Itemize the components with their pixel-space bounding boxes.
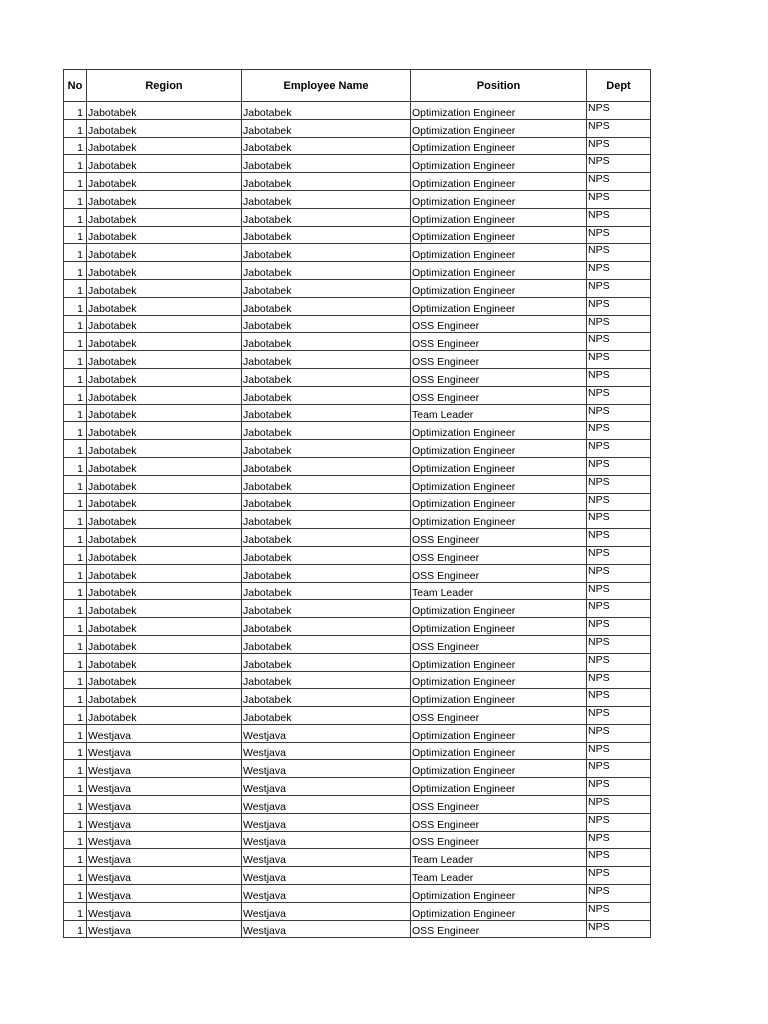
cell-region: Westjava	[87, 831, 242, 849]
cell-no: 1	[64, 529, 87, 547]
cell-dept: NPS	[587, 546, 651, 564]
cell-dept: NPS	[587, 333, 651, 351]
cell-region: Jabotabek	[87, 707, 242, 725]
cell-region: Jabotabek	[87, 422, 242, 440]
cell-region: Jabotabek	[87, 546, 242, 564]
table-row	[64, 724, 651, 742]
table-row	[64, 885, 651, 903]
cell-region: Jabotabek	[87, 155, 242, 173]
cell-dept: NPS	[587, 440, 651, 458]
cell-employee-name: Jabotabek	[242, 315, 411, 333]
cell-dept: NPS	[587, 689, 651, 707]
cell-no: 1	[64, 635, 87, 653]
cell-position: Optimization Engineer	[411, 671, 587, 689]
cell-dept: NPS	[587, 119, 651, 137]
cell-employee-name: Jabotabek	[242, 351, 411, 369]
table-row	[64, 457, 651, 475]
cell-employee-name: Jabotabek	[242, 653, 411, 671]
cell-no: 1	[64, 333, 87, 351]
cell-no: 1	[64, 457, 87, 475]
table-row	[64, 778, 651, 796]
cell-no: 1	[64, 422, 87, 440]
table-row	[64, 849, 651, 867]
cell-region: Westjava	[87, 724, 242, 742]
cell-position: Optimization Engineer	[411, 902, 587, 920]
cell-region: Jabotabek	[87, 653, 242, 671]
cell-dept: NPS	[587, 457, 651, 475]
table-row	[64, 493, 651, 511]
cell-position: OSS Engineer	[411, 386, 587, 404]
table-row	[64, 422, 651, 440]
cell-employee-name: Jabotabek	[242, 368, 411, 386]
cell-position: Optimization Engineer	[411, 279, 587, 297]
cell-employee-name: Jabotabek	[242, 475, 411, 493]
cell-position: Optimization Engineer	[411, 742, 587, 760]
cell-no: 1	[64, 902, 87, 920]
cell-position: Optimization Engineer	[411, 653, 587, 671]
cell-employee-name: Jabotabek	[242, 173, 411, 191]
cell-dept: NPS	[587, 600, 651, 618]
cell-no: 1	[64, 244, 87, 262]
cell-region: Westjava	[87, 902, 242, 920]
cell-no: 1	[64, 600, 87, 618]
cell-no: 1	[64, 351, 87, 369]
table-row	[64, 902, 651, 920]
cell-no: 1	[64, 707, 87, 725]
table-row	[64, 386, 651, 404]
cell-no: 1	[64, 796, 87, 814]
table-row	[64, 279, 651, 297]
cell-employee-name: Jabotabek	[242, 226, 411, 244]
table-row	[64, 475, 651, 493]
header-dept: Dept	[587, 70, 651, 102]
table-row	[64, 440, 651, 458]
cell-dept: NPS	[587, 778, 651, 796]
cell-dept: NPS	[587, 653, 651, 671]
cell-position: Optimization Engineer	[411, 119, 587, 137]
cell-no: 1	[64, 368, 87, 386]
table-row	[64, 244, 651, 262]
cell-region: Jabotabek	[87, 511, 242, 529]
cell-no: 1	[64, 653, 87, 671]
cell-employee-name: Jabotabek	[242, 671, 411, 689]
cell-employee-name: Jabotabek	[242, 262, 411, 280]
cell-position: Optimization Engineer	[411, 778, 587, 796]
cell-dept: NPS	[587, 831, 651, 849]
cell-region: Jabotabek	[87, 440, 242, 458]
cell-position: OSS Engineer	[411, 635, 587, 653]
cell-region: Westjava	[87, 813, 242, 831]
cell-region: Jabotabek	[87, 600, 242, 618]
cell-employee-name: Jabotabek	[242, 440, 411, 458]
cell-no: 1	[64, 119, 87, 137]
cell-no: 1	[64, 297, 87, 315]
cell-employee-name: Jabotabek	[242, 155, 411, 173]
cell-employee-name: Westjava	[242, 778, 411, 796]
cell-position: Optimization Engineer	[411, 689, 587, 707]
header-employee-name: Employee Name	[242, 70, 411, 102]
table-row	[64, 315, 651, 333]
table-row	[64, 173, 651, 191]
cell-employee-name: Jabotabek	[242, 190, 411, 208]
cell-no: 1	[64, 404, 87, 422]
table-row	[64, 582, 651, 600]
cell-region: Jabotabek	[87, 333, 242, 351]
cell-position: OSS Engineer	[411, 368, 587, 386]
cell-dept: NPS	[587, 244, 651, 262]
cell-region: Jabotabek	[87, 297, 242, 315]
cell-position: OSS Engineer	[411, 315, 587, 333]
table-row	[64, 600, 651, 618]
cell-dept: NPS	[587, 226, 651, 244]
cell-region: Jabotabek	[87, 208, 242, 226]
cell-employee-name: Jabotabek	[242, 279, 411, 297]
cell-no: 1	[64, 582, 87, 600]
cell-employee-name: Jabotabek	[242, 546, 411, 564]
cell-dept: NPS	[587, 137, 651, 155]
table-row	[64, 529, 651, 547]
cell-region: Jabotabek	[87, 529, 242, 547]
cell-region: Jabotabek	[87, 119, 242, 137]
cell-dept: NPS	[587, 796, 651, 814]
cell-region: Jabotabek	[87, 351, 242, 369]
table-row	[64, 618, 651, 636]
cell-position: Optimization Engineer	[411, 493, 587, 511]
cell-no: 1	[64, 831, 87, 849]
cell-employee-name: Jabotabek	[242, 208, 411, 226]
cell-no: 1	[64, 724, 87, 742]
cell-employee-name: Jabotabek	[242, 119, 411, 137]
table-row	[64, 760, 651, 778]
cell-dept: NPS	[587, 315, 651, 333]
table-row	[64, 155, 651, 173]
cell-region: Westjava	[87, 849, 242, 867]
cell-region: Jabotabek	[87, 582, 242, 600]
cell-position: OSS Engineer	[411, 813, 587, 831]
employee-table	[63, 69, 651, 938]
cell-position: Optimization Engineer	[411, 600, 587, 618]
cell-employee-name: Jabotabek	[242, 564, 411, 582]
cell-no: 1	[64, 849, 87, 867]
table-row	[64, 813, 651, 831]
table-row	[64, 742, 651, 760]
table-row	[64, 262, 651, 280]
cell-employee-name: Jabotabek	[242, 689, 411, 707]
table-row	[64, 351, 651, 369]
cell-no: 1	[64, 885, 87, 903]
cell-no: 1	[64, 262, 87, 280]
cell-employee-name: Westjava	[242, 742, 411, 760]
cell-position: Team Leader	[411, 582, 587, 600]
cell-no: 1	[64, 760, 87, 778]
cell-region: Jabotabek	[87, 137, 242, 155]
cell-position: OSS Engineer	[411, 546, 587, 564]
cell-no: 1	[64, 546, 87, 564]
cell-position: Optimization Engineer	[411, 440, 587, 458]
header-no: No	[64, 70, 87, 102]
cell-dept: NPS	[587, 635, 651, 653]
cell-no: 1	[64, 440, 87, 458]
table-row	[64, 671, 651, 689]
cell-employee-name: Jabotabek	[242, 635, 411, 653]
cell-employee-name: Jabotabek	[242, 707, 411, 725]
cell-dept: NPS	[587, 724, 651, 742]
cell-dept: NPS	[587, 368, 651, 386]
cell-no: 1	[64, 778, 87, 796]
cell-no: 1	[64, 813, 87, 831]
cell-employee-name: Jabotabek	[242, 493, 411, 511]
cell-region: Westjava	[87, 885, 242, 903]
cell-no: 1	[64, 155, 87, 173]
cell-position: OSS Engineer	[411, 351, 587, 369]
cell-position: Optimization Engineer	[411, 102, 587, 120]
table-row	[64, 208, 651, 226]
cell-position: Optimization Engineer	[411, 208, 587, 226]
cell-no: 1	[64, 226, 87, 244]
header-position: Position	[411, 70, 587, 102]
cell-employee-name: Westjava	[242, 849, 411, 867]
cell-position: OSS Engineer	[411, 920, 587, 938]
cell-employee-name: Jabotabek	[242, 457, 411, 475]
table-row	[64, 831, 651, 849]
cell-dept: NPS	[587, 351, 651, 369]
table-row	[64, 404, 651, 422]
cell-position: Optimization Engineer	[411, 173, 587, 191]
cell-position: OSS Engineer	[411, 831, 587, 849]
cell-region: Jabotabek	[87, 102, 242, 120]
cell-no: 1	[64, 315, 87, 333]
cell-dept: NPS	[587, 867, 651, 885]
cell-region: Westjava	[87, 867, 242, 885]
cell-employee-name: Westjava	[242, 813, 411, 831]
cell-region: Jabotabek	[87, 368, 242, 386]
cell-position: OSS Engineer	[411, 564, 587, 582]
cell-dept: NPS	[587, 422, 651, 440]
cell-employee-name: Westjava	[242, 760, 411, 778]
cell-position: OSS Engineer	[411, 333, 587, 351]
cell-region: Jabotabek	[87, 404, 242, 422]
cell-dept: NPS	[587, 920, 651, 938]
cell-region: Jabotabek	[87, 564, 242, 582]
cell-dept: NPS	[587, 102, 651, 120]
cell-position: Optimization Engineer	[411, 885, 587, 903]
table-row	[64, 102, 651, 120]
cell-position: Optimization Engineer	[411, 422, 587, 440]
cell-position: Team Leader	[411, 849, 587, 867]
cell-no: 1	[64, 564, 87, 582]
cell-dept: NPS	[587, 386, 651, 404]
cell-employee-name: Jabotabek	[242, 529, 411, 547]
cell-employee-name: Jabotabek	[242, 137, 411, 155]
cell-no: 1	[64, 208, 87, 226]
cell-dept: NPS	[587, 493, 651, 511]
cell-position: Optimization Engineer	[411, 262, 587, 280]
cell-position: Optimization Engineer	[411, 226, 587, 244]
cell-no: 1	[64, 493, 87, 511]
cell-no: 1	[64, 689, 87, 707]
cell-no: 1	[64, 867, 87, 885]
table-row	[64, 635, 651, 653]
table-row	[64, 867, 651, 885]
cell-employee-name: Westjava	[242, 796, 411, 814]
cell-dept: NPS	[587, 813, 651, 831]
cell-region: Jabotabek	[87, 475, 242, 493]
cell-dept: NPS	[587, 707, 651, 725]
table-row	[64, 564, 651, 582]
cell-position: Optimization Engineer	[411, 760, 587, 778]
cell-region: Jabotabek	[87, 244, 242, 262]
cell-employee-name: Westjava	[242, 920, 411, 938]
table-row	[64, 546, 651, 564]
cell-no: 1	[64, 190, 87, 208]
cell-dept: NPS	[587, 582, 651, 600]
cell-dept: NPS	[587, 190, 651, 208]
cell-dept: NPS	[587, 849, 651, 867]
cell-dept: NPS	[587, 529, 651, 547]
table-row	[64, 137, 651, 155]
cell-no: 1	[64, 511, 87, 529]
cell-employee-name: Jabotabek	[242, 618, 411, 636]
cell-employee-name: Jabotabek	[242, 333, 411, 351]
cell-no: 1	[64, 920, 87, 938]
cell-no: 1	[64, 475, 87, 493]
header-row	[64, 70, 651, 102]
cell-employee-name: Westjava	[242, 902, 411, 920]
table-row	[64, 653, 651, 671]
cell-dept: NPS	[587, 475, 651, 493]
cell-position: OSS Engineer	[411, 796, 587, 814]
cell-dept: NPS	[587, 208, 651, 226]
cell-position: Team Leader	[411, 867, 587, 885]
table-row	[64, 689, 651, 707]
cell-region: Westjava	[87, 742, 242, 760]
cell-no: 1	[64, 173, 87, 191]
cell-region: Jabotabek	[87, 386, 242, 404]
cell-position: Optimization Engineer	[411, 475, 587, 493]
table-header	[64, 70, 651, 102]
cell-employee-name: Jabotabek	[242, 386, 411, 404]
cell-dept: NPS	[587, 564, 651, 582]
cell-position: Optimization Engineer	[411, 244, 587, 262]
cell-region: Jabotabek	[87, 493, 242, 511]
cell-region: Jabotabek	[87, 315, 242, 333]
cell-employee-name: Westjava	[242, 831, 411, 849]
cell-employee-name: Westjava	[242, 867, 411, 885]
cell-position: Optimization Engineer	[411, 155, 587, 173]
cell-dept: NPS	[587, 297, 651, 315]
cell-position: Team Leader	[411, 404, 587, 422]
cell-dept: NPS	[587, 671, 651, 689]
header-region: Region	[87, 70, 242, 102]
cell-no: 1	[64, 386, 87, 404]
cell-employee-name: Westjava	[242, 724, 411, 742]
cell-employee-name: Westjava	[242, 885, 411, 903]
cell-position: Optimization Engineer	[411, 724, 587, 742]
cell-employee-name: Jabotabek	[242, 422, 411, 440]
cell-position: Optimization Engineer	[411, 511, 587, 529]
cell-employee-name: Jabotabek	[242, 102, 411, 120]
table-row	[64, 297, 651, 315]
cell-no: 1	[64, 742, 87, 760]
cell-region: Jabotabek	[87, 457, 242, 475]
cell-employee-name: Jabotabek	[242, 511, 411, 529]
cell-position: OSS Engineer	[411, 529, 587, 547]
table-body	[64, 102, 651, 938]
cell-position: Optimization Engineer	[411, 297, 587, 315]
cell-employee-name: Jabotabek	[242, 297, 411, 315]
cell-region: Jabotabek	[87, 226, 242, 244]
cell-dept: NPS	[587, 262, 651, 280]
cell-no: 1	[64, 671, 87, 689]
employee-table-container	[63, 69, 651, 938]
cell-region: Westjava	[87, 778, 242, 796]
table-row	[64, 333, 651, 351]
cell-region: Jabotabek	[87, 190, 242, 208]
cell-employee-name: Jabotabek	[242, 582, 411, 600]
cell-position: Optimization Engineer	[411, 137, 587, 155]
cell-dept: NPS	[587, 173, 651, 191]
cell-dept: NPS	[587, 885, 651, 903]
cell-region: Westjava	[87, 796, 242, 814]
cell-no: 1	[64, 279, 87, 297]
cell-position: Optimization Engineer	[411, 457, 587, 475]
table-row	[64, 511, 651, 529]
cell-dept: NPS	[587, 618, 651, 636]
cell-dept: NPS	[587, 404, 651, 422]
cell-dept: NPS	[587, 155, 651, 173]
cell-region: Jabotabek	[87, 173, 242, 191]
table-row	[64, 707, 651, 725]
table-row	[64, 920, 651, 938]
cell-position: Optimization Engineer	[411, 618, 587, 636]
table-row	[64, 119, 651, 137]
cell-dept: NPS	[587, 279, 651, 297]
table-row	[64, 190, 651, 208]
cell-region: Jabotabek	[87, 618, 242, 636]
cell-employee-name: Jabotabek	[242, 404, 411, 422]
cell-region: Jabotabek	[87, 279, 242, 297]
cell-employee-name: Jabotabek	[242, 244, 411, 262]
cell-region: Westjava	[87, 920, 242, 938]
cell-dept: NPS	[587, 902, 651, 920]
cell-position: Optimization Engineer	[411, 190, 587, 208]
cell-no: 1	[64, 137, 87, 155]
cell-region: Jabotabek	[87, 262, 242, 280]
cell-region: Westjava	[87, 760, 242, 778]
cell-dept: NPS	[587, 511, 651, 529]
table-row	[64, 368, 651, 386]
cell-no: 1	[64, 618, 87, 636]
cell-dept: NPS	[587, 742, 651, 760]
cell-region: Jabotabek	[87, 689, 242, 707]
cell-region: Jabotabek	[87, 671, 242, 689]
cell-region: Jabotabek	[87, 635, 242, 653]
cell-employee-name: Jabotabek	[242, 600, 411, 618]
cell-no: 1	[64, 102, 87, 120]
table-row	[64, 226, 651, 244]
cell-dept: NPS	[587, 760, 651, 778]
table-row	[64, 796, 651, 814]
cell-position: OSS Engineer	[411, 707, 587, 725]
